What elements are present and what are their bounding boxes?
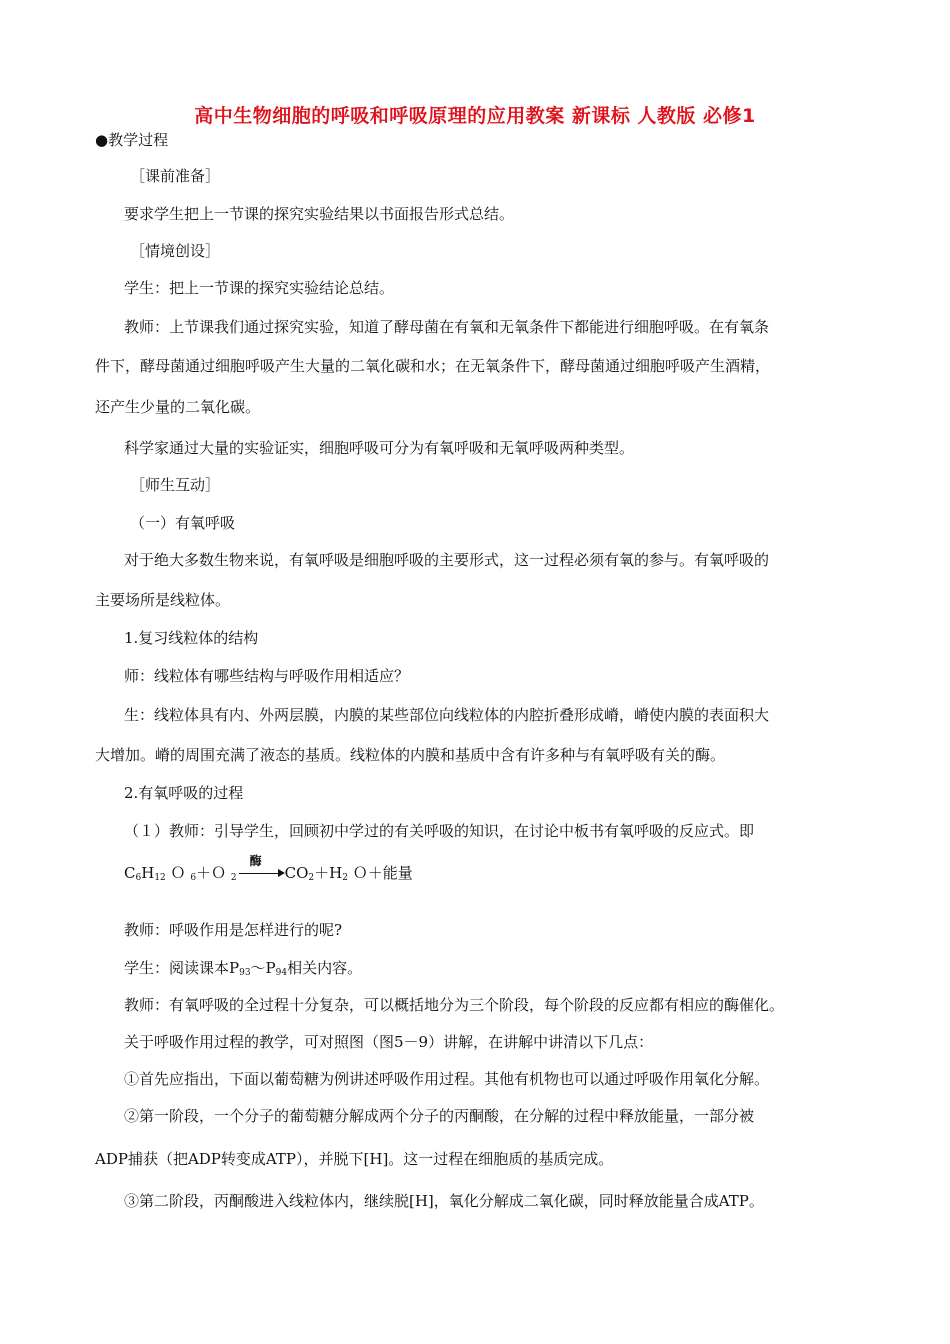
paragraph-line: 件下，酵母菌通过细胞呼吸产生大量的二氧化碳和水；在无氧条件下，酵母菌通过细胞呼吸产生酒精，	[95, 357, 771, 375]
paragraph-line: 还产生少量的二氧化碳。	[95, 398, 261, 416]
paragraph-line: ③第二阶段，丙酮酸进入线粒体内，继续脱[H]，氧化分解成二氧化碳，同时释放能量合成ATP。	[124, 1192, 764, 1210]
reaction-equation	[124, 854, 413, 883]
eq-h2o-sub: 2	[342, 873, 348, 883]
subsection-heading: ［师生互动］	[130, 476, 221, 494]
text-run: 学生：阅读课本P	[124, 959, 240, 977]
paragraph-line: 教师：呼吸作用是怎样进行的呢?	[124, 921, 343, 939]
enzyme-label: 酶	[249, 854, 262, 868]
subsection-heading: ［课前准备］	[130, 167, 221, 185]
paragraph-line: 教师：有氧呼吸的全过程十分复杂，可以概括地分为三个阶段，每个阶段的反应都有相应的酶催化。	[124, 996, 785, 1014]
eq-co2: CO	[284, 864, 309, 882]
paragraph-line: 大增加。嵴的周围充满了液态的基质。线粒体的内膜和基质中含有许多种与有氧呼吸有关的酶。	[95, 746, 726, 764]
eq-co2-sub: 2	[308, 873, 315, 883]
paragraph-line: 关于呼吸作用过程的教学，可对照图（图5－9）讲解，在讲解中讲清以下几点：	[124, 1033, 654, 1051]
eq-o: Ｏ	[170, 864, 186, 882]
paragraph-line: 生：线粒体具有内、外两层膜，内膜的某些部位向线粒体的内腔折叠形成嵴，嵴使内膜的表面积大	[124, 706, 770, 724]
eq-h: H	[141, 864, 155, 882]
page-sub: 94	[275, 968, 288, 978]
subsection-heading: ［情境创设］	[130, 242, 221, 260]
text-run: ～P	[250, 959, 276, 977]
section-heading: ●教学过程	[95, 131, 169, 149]
paragraph-line: 1.复习线粒体的结构	[124, 629, 259, 647]
eq-o-sub: 6	[190, 873, 197, 883]
paragraph-line: 要求学生把上一节课的探究实验结果以书面报告形式总结。	[124, 205, 515, 223]
eq-plus-h2o: ＋H	[314, 864, 343, 882]
page-title: 高中生物细胞的呼吸和呼吸原理的应用教案 新课标 人教版 必修1	[194, 105, 756, 127]
paragraph-line: 教师：上节课我们通过探究实验，知道了酵母菌在有氧和无氧条件下都能进行细胞呼吸。在有氧条	[124, 318, 770, 336]
paragraph-line: 主要场所是线粒体。	[95, 591, 231, 609]
eq-c-sub: 6	[135, 873, 142, 883]
reaction-arrow	[237, 854, 285, 880]
paragraph-line: 科学家通过大量的实验证实，细胞呼吸可分为有氧呼吸和无氧呼吸两种类型。	[124, 439, 635, 457]
subsection-heading: （一）有氧呼吸	[130, 514, 236, 532]
eq-c: C	[124, 864, 136, 882]
paragraph-line: ②第一阶段，一个分子的葡萄糖分解成两个分子的丙酮酸，在分解的过程中释放能量，一部分被	[124, 1107, 755, 1125]
page-sub: 93	[239, 968, 251, 978]
paragraph-line	[124, 958, 362, 983]
paragraph-line: 学生：把上一节课的探究实验结论总结。	[124, 279, 395, 297]
eq-plus-o2: ＋Ｏ	[196, 864, 227, 882]
paragraph-line: 对于绝大多数生物来说，有氧呼吸是细胞呼吸的主要形式，这一过程必须有氧的参与。有氧呼吸的	[124, 551, 770, 569]
paragraph-line: 2.有氧呼吸的过程	[124, 784, 244, 802]
eq-h-sub: 12	[154, 873, 166, 883]
paragraph-line: ①首先应指出，下面以葡萄糖为例讲述呼吸作用过程。其他有机物也可以通过呼吸作用氧化分解。	[124, 1070, 770, 1088]
paragraph-line: ADP捕获（把ADP转变成ATP），并脱下[H]。这一过程在细胞质的基质完成。	[95, 1150, 614, 1168]
paragraph-line: （１）教师：引导学生，回顾初中学过的有关呼吸的知识，在讨论中板书有氧呼吸的反应式。即	[124, 822, 755, 840]
text-run: 相关内容。	[287, 959, 363, 977]
paragraph-line: 师：线粒体有哪些结构与呼吸作用相适应？	[124, 667, 410, 685]
eq-tail: Ｏ＋能量	[352, 864, 413, 882]
eq-o2-sub: 2	[230, 873, 237, 883]
